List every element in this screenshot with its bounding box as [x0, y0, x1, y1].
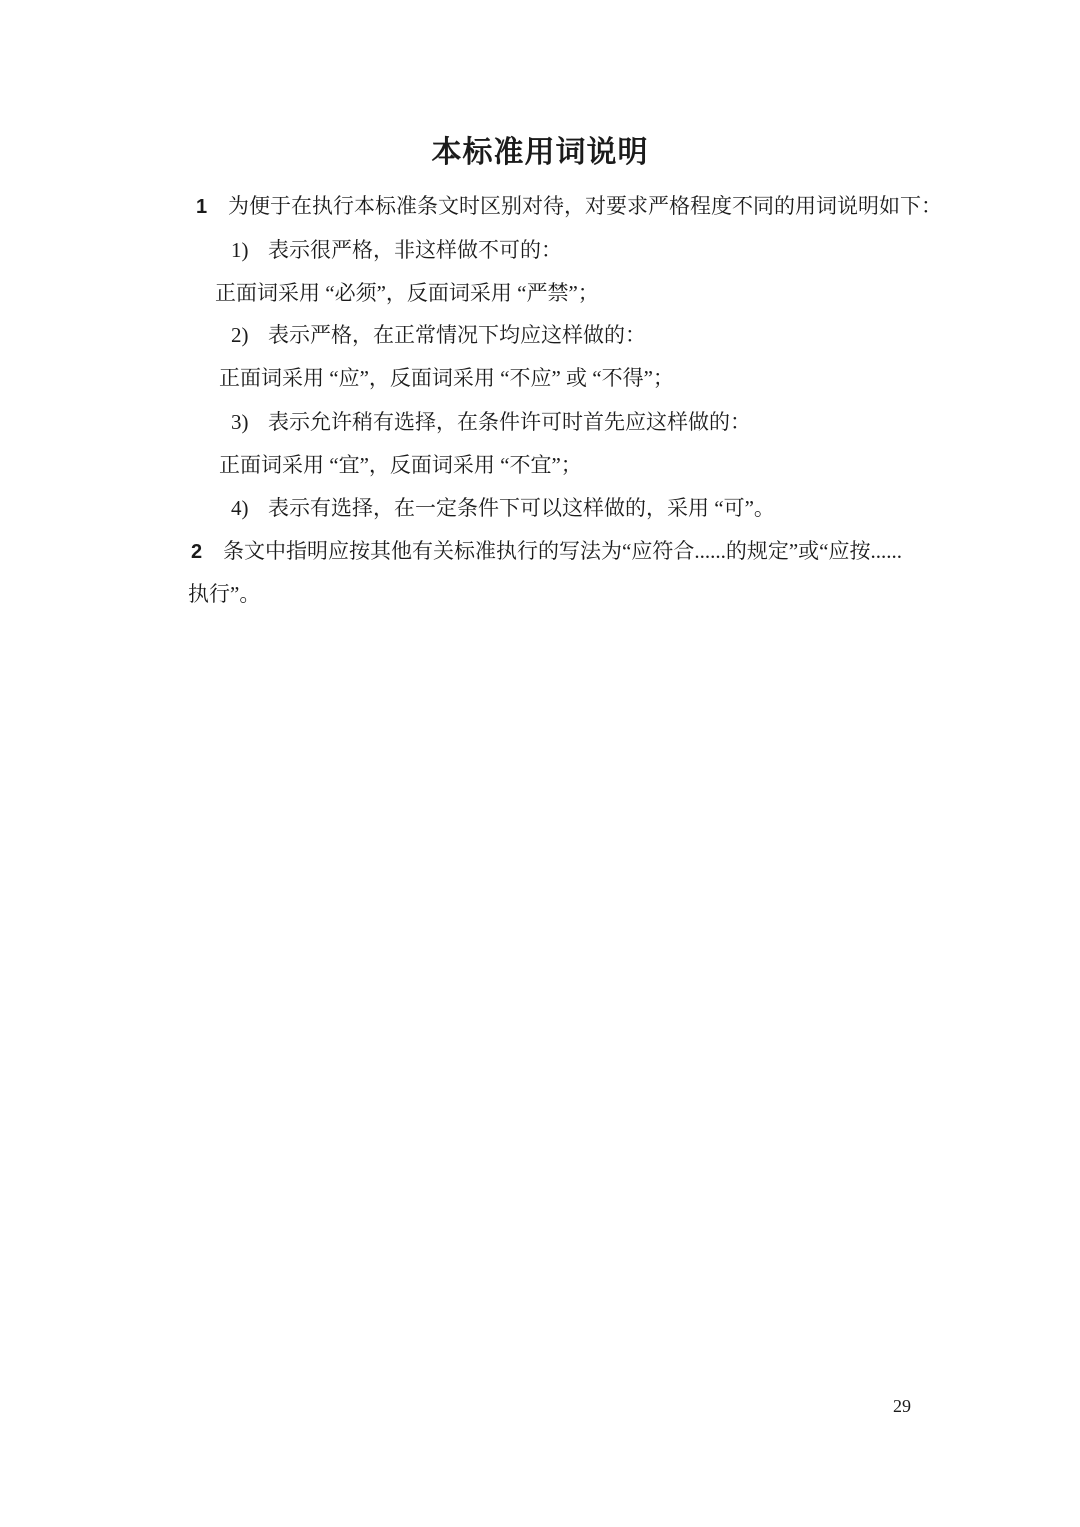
sub-item-1-text: 表示很严格，非这样做不可的： — [268, 238, 562, 262]
sub-item-4-text: 表示有选择，在一定条件下可以这样做的，采用 “可”。 — [268, 496, 775, 520]
clause-2-text-line1: 条文中指明应按其他有关标准执行的写法为“应符合......的规定”或“应按...... — [223, 539, 902, 563]
clause-1-text: 为便于在执行本标准条文时区别对待，对要求严格程度不同的用词说明如下： — [228, 194, 942, 218]
sub-item-3-detail: 正面词采用 “宜”，反面词采用 “不宜”； — [219, 453, 582, 477]
page-number: 29 — [893, 1396, 911, 1416]
sub-item-1-number: 1) — [231, 238, 249, 262]
sub-item-2-text: 表示严格，在正常情况下均应这样做的： — [268, 323, 646, 347]
clause-2 — [191, 539, 902, 564]
sub-item-3 — [231, 410, 751, 434]
clause-1 — [196, 194, 942, 219]
page-title: 本标准用词说明 — [431, 136, 649, 169]
sub-item-4 — [231, 496, 775, 520]
sub-item-2 — [231, 323, 646, 347]
sub-item-2-number: 2) — [231, 323, 249, 347]
sub-item-3-text: 表示允许稍有选择，在条件许可时首先应这样做的： — [268, 410, 751, 434]
clause-2-number: 2 — [191, 541, 203, 563]
sub-item-4-number: 4) — [231, 496, 249, 520]
sub-item-1-detail: 正面词采用 “必须”，反面词采用 “严禁”； — [215, 281, 599, 305]
sub-item-1 — [231, 238, 562, 262]
clause-2-text-line2: 执行”。 — [188, 582, 261, 606]
sub-item-3-number: 3) — [231, 410, 249, 434]
clause-1-number: 1 — [196, 196, 208, 218]
sub-item-2-detail: 正面词采用 “应”，反面词采用 “不应” 或 “不得”； — [219, 366, 674, 390]
